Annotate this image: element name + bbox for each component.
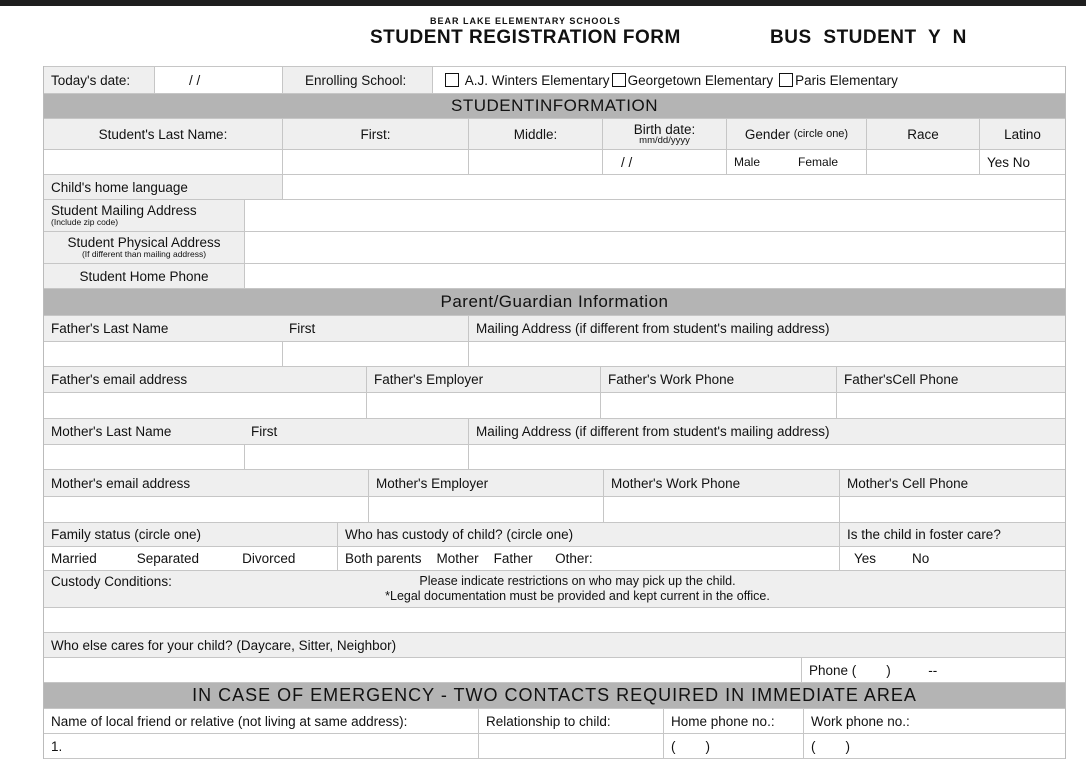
emergency-contact-row-1: [44, 734, 1065, 759]
father-work-phone-label: Father's Work Phone: [600, 367, 836, 392]
mother-contact-inputs: [44, 497, 1065, 523]
physical-address-row: [44, 232, 1065, 264]
mother-employer-label: Mother's Employer: [368, 470, 603, 496]
gender-male[interactable]: Male: [734, 155, 761, 169]
family-status-choices: [44, 547, 337, 570]
father-first-name-label: First: [289, 321, 316, 336]
birth-date-format: mm/dd/yyyy: [639, 134, 690, 146]
family-status-label: Family status (circle one): [51, 527, 202, 542]
physical-address-label: Student Physical Address: [67, 235, 221, 250]
other-caregiver-label: Who else cares for your child? (Daycare, Sitter, Neighbor): [51, 637, 397, 653]
mailing-address-label-cell: [44, 200, 244, 231]
father-employer-input[interactable]: [366, 393, 600, 418]
mother-work-phone-label: Mother's Work Phone: [603, 470, 839, 496]
latino-header: Latino: [979, 119, 1065, 149]
gender-header: [726, 119, 866, 149]
mother-employer-input[interactable]: [368, 497, 603, 522]
father-mailing-input[interactable]: [468, 342, 1065, 366]
school-georgetown-label: Georgetown Elementary: [627, 72, 774, 88]
father-work-phone-input[interactable]: [600, 393, 836, 418]
mother-first-name-label: First: [251, 424, 278, 439]
mother-work-phone-input[interactable]: [603, 497, 839, 522]
home-language-input[interactable]: [282, 175, 1065, 199]
emergency-name-input-1[interactable]: 1.: [51, 738, 63, 754]
physical-address-label-cell: [44, 232, 244, 263]
school-checkbox-paris[interactable]: [779, 73, 793, 87]
father-cell-phone-label: Father'sCell Phone: [836, 367, 1065, 392]
enrolling-school-label: Enrolling School:: [282, 67, 432, 93]
student-last-name-input[interactable]: [44, 150, 282, 174]
home-phone-input[interactable]: [244, 264, 1065, 288]
gender-options: [726, 150, 866, 174]
custody-conditions-input-row: [44, 608, 1065, 633]
mother-email-label: Mother's email address: [51, 475, 191, 491]
status-divorced[interactable]: Divorced: [242, 551, 296, 566]
home-phone-row: [44, 264, 1065, 289]
home-language-row: [44, 175, 1065, 200]
mother-cell-phone-label: Mother's Cell Phone: [839, 470, 1065, 496]
emergency-home-phone-header: Home phone no.:: [663, 709, 803, 733]
foster-no[interactable]: No: [912, 551, 930, 566]
registration-form: [43, 66, 1066, 759]
mother-name-inputs: [44, 445, 1065, 470]
first-name-header: First:: [282, 119, 468, 149]
father-first-name-input[interactable]: [282, 342, 468, 366]
gender-label: Gender: [744, 126, 790, 142]
caregiver-phone-field[interactable]: Phone ( ) --: [801, 658, 1065, 682]
foster-care-question: Is the child in foster care?: [839, 523, 1065, 546]
form-title: STUDENT REGISTRATION FORM: [370, 27, 681, 48]
father-contact-inputs: [44, 393, 1065, 419]
emergency-relationship-input-1[interactable]: [478, 734, 663, 758]
mother-first-name-input[interactable]: [244, 445, 468, 469]
mother-mailing-label: Mailing Address (if different from student's mailing address): [468, 419, 1065, 444]
status-separated[interactable]: Separated: [136, 551, 200, 566]
custody-conditions-label: Custody Conditions:: [51, 574, 172, 589]
student-first-name-input[interactable]: [282, 150, 468, 174]
school-paris-label: Paris Elementary: [795, 72, 898, 88]
mailing-address-input[interactable]: [244, 200, 1065, 231]
mother-contact-labels: [44, 470, 1065, 497]
gender-female[interactable]: Female: [798, 155, 839, 169]
school-checkbox-winters[interactable]: [445, 73, 459, 87]
other-caregiver-input-row: [44, 658, 1065, 683]
mother-last-name-label: Mother's Last Name: [51, 424, 172, 439]
family-status-labels: [44, 523, 1065, 547]
family-status-options: [44, 547, 1065, 571]
todays-date-label: Today's date:: [44, 67, 154, 93]
student-column-headers: [44, 119, 1065, 150]
school-winters-label: A.J. Winters Elementary: [464, 72, 610, 88]
race-header: Race: [866, 119, 979, 149]
emergency-home-phone-input-1[interactable]: ( ): [663, 734, 803, 758]
parent-info-header: Parent/Guardian Information: [44, 289, 1065, 316]
mailing-address-note: (Include zip code): [51, 217, 119, 227]
custody-note-line2: *Legal documentation must be provided and kept current in the office.: [385, 589, 770, 603]
father-email-input[interactable]: [44, 393, 366, 418]
custody-question: Who has custody of child? (circle one): [337, 523, 839, 546]
custody-conditions-input[interactable]: [44, 608, 1065, 632]
home-phone-label: Student Home Phone: [44, 264, 244, 288]
home-language-label: Child's home language: [44, 175, 282, 199]
custody-note-line1: Please indicate restrictions on who may pick up the child.: [419, 574, 736, 588]
status-married[interactable]: Married: [51, 551, 97, 566]
mother-mailing-input[interactable]: [468, 445, 1065, 469]
emergency-name-header: Name of local friend or relative (not living at same address):: [51, 713, 408, 729]
physical-address-note: (If different than mailing address): [81, 249, 207, 259]
foster-yes[interactable]: Yes: [854, 551, 877, 566]
mother-cell-phone-input[interactable]: [839, 497, 1065, 522]
emergency-header: IN CASE OF EMERGENCY - TWO CONTACTS REQUIRED IN IMMEDIATE AREA: [44, 683, 1065, 709]
custody-conditions-row: [44, 571, 1065, 608]
mother-email-input[interactable]: [44, 497, 368, 522]
birth-date-label: Birth date:: [633, 121, 696, 137]
race-input[interactable]: [866, 150, 979, 174]
student-middle-name-input[interactable]: [468, 150, 602, 174]
custody-conditions-note: [274, 571, 874, 607]
father-cell-phone-input[interactable]: [836, 393, 1065, 418]
emergency-relationship-header: Relationship to child:: [478, 709, 663, 733]
mother-last-name-input[interactable]: [44, 445, 244, 469]
last-name-header: Student's Last Name:: [98, 126, 228, 142]
mailing-address-label: Student Mailing Address: [51, 203, 197, 218]
other-caregiver-input[interactable]: [44, 658, 801, 682]
school-checkbox-georgetown[interactable]: [612, 73, 626, 87]
latino-options[interactable]: Yes No: [979, 150, 1065, 174]
date-school-row: [44, 66, 1065, 94]
mailing-address-row: [44, 200, 1065, 232]
father-email-label: Father's email address: [51, 372, 188, 387]
emergency-work-phone-header: Work phone no.:: [803, 709, 1065, 733]
birth-date-header: [602, 119, 726, 149]
foster-care-options: [839, 547, 1065, 570]
father-last-name-label: Father's Last Name: [51, 321, 169, 336]
todays-date-field[interactable]: / /: [154, 67, 282, 93]
father-contact-labels: [44, 367, 1065, 393]
birth-date-input[interactable]: / /: [602, 150, 726, 174]
other-caregiver-row: [44, 633, 1065, 658]
student-input-row: [44, 150, 1065, 175]
father-last-name-input[interactable]: [44, 342, 282, 366]
father-employer-label: Father's Employer: [366, 367, 600, 392]
custody-options[interactable]: Both parents Mother Father Other:: [337, 547, 839, 570]
top-border: [0, 0, 1086, 6]
school-options: [432, 67, 1065, 93]
physical-address-input[interactable]: [244, 232, 1065, 263]
bus-student-field[interactable]: BUS STUDENT Y N: [770, 27, 967, 48]
middle-name-header: Middle:: [468, 119, 602, 149]
father-name-inputs: [44, 342, 1065, 367]
father-name-labels: [44, 316, 1065, 342]
mother-name-labels: [44, 419, 1065, 445]
student-info-header: STUDENTINFORMATION: [44, 94, 1065, 119]
emergency-work-phone-input-1[interactable]: ( ): [803, 734, 1065, 758]
emergency-column-headers: [44, 709, 1065, 734]
gender-note: (circle one): [793, 128, 849, 140]
father-mailing-label: Mailing Address (if different from student's mailing address): [468, 316, 1065, 341]
